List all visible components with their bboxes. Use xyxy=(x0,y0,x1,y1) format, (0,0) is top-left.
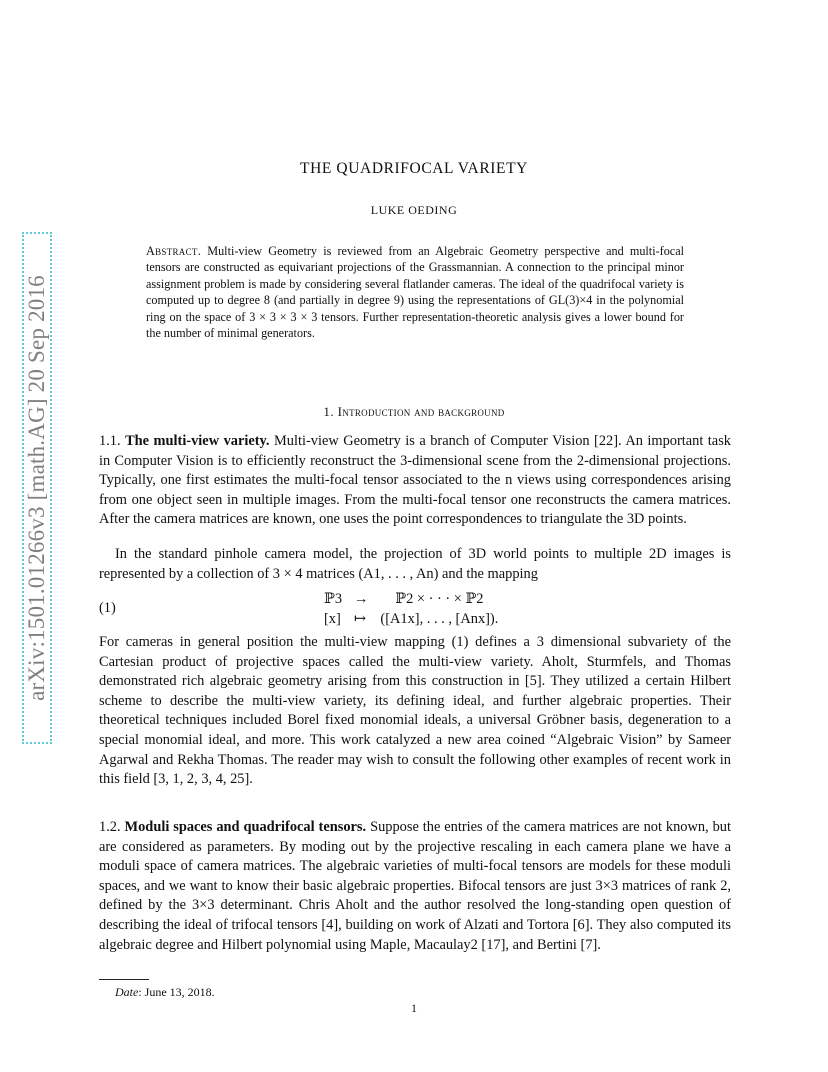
paper-author: LUKE OEDING xyxy=(370,203,458,217)
equation-number: (1) xyxy=(99,600,116,616)
paragraph-text: Multi-view Geometry is a branch of Computer Vision [22]. An important task in Computer Vision is to efficiently reconstruct the 3-dimensional scene from the 2-dimensional projections. Typically, one first estimates the multi-focal tensor associated to the n views using correspondences arising from one object seen in multiple images. From the multi-focal tensor one reconstructs the camera matrices. After the camera matrices are known, one uses the point correspondences to triangulate the 3D points. xyxy=(99,433,731,528)
abstract-text: Multi-view Geometry is reviewed from an Algebraic Geometry perspective and multi-focal tensors are constructed as equivariant projections of the Grassmannian. A connection to the principal minor assignment problem is made by considering several flatlander cameras. The ideal of the quadrifocal variety is computed up to degree 8 (and partially in degree 9) using the representations of GL(3)×4 in the polynomial ring on the space of 3 × 3 × 3 × 3 tensors. Further representation-theoretic analysis gives a lower bound for the number of minimal generators. xyxy=(146,244,684,341)
equation xyxy=(318,589,504,629)
footnote-rule xyxy=(99,979,149,980)
paragraph-text: Suppose the entries of the camera matrices are not known, but are considered as parameters. By moding out by the projective rescaling in each camera plane we have a moduli space of camera matrices. The algebraic varieties of multi-focal tensors are models for these moduli spaces, and we want to know their basic algebraic properties. Bifocal tensors are just 3×3 matrices of rank 2, defined by the 3×3 determinant. Chris Aholt and the author resolved the long-standing open question of describing the ideal of trifocal tensors [4], building on work of Alzati and Tortora [6]. They also computed its algebraic degree and Hilbert polynomial using Maple, Macaulay2 [17], and Bertini [7]. xyxy=(99,819,731,953)
page-number: 1 xyxy=(411,1001,417,1015)
section-heading xyxy=(0,404,828,420)
section-number: 1. xyxy=(323,404,334,419)
paragraph-1-2 xyxy=(99,818,731,955)
arxiv-stamp[interactable] xyxy=(22,232,52,744)
footnote: Date: June 13, 2018. xyxy=(115,985,215,999)
footnote-date: June 13, 2018. xyxy=(144,985,215,999)
subsection-heading: Moduli spaces and quadrifocal tensors. xyxy=(124,819,367,835)
abstract-label: Abstract. xyxy=(146,244,202,258)
paragraph-multiview: For cameras in general position the multi-view mapping (1) defines a 3 dimensional subvariety of the Cartesian product of projective spaces called the multi-view variety. Aholt, Sturmfels, and Thomas demonstrated rich algebraic geometry arising from this construction in [5]. They utilized a certain Hilbert scheme to describe the multi-view variety, its defining ideal, and further algebraic properties. Their theoretical techniques included Borel fixed monomial ideals, a universal Gröbner basis, degeneration to a special monomial ideal, and more. This work catalyzed a new area coined “Algebraic Vision” by Sameer Agarwal and Rekha Thomas. The reader may wish to consult the following other examples of recent work in this field [3, 1, 2, 3, 4, 25]. xyxy=(99,634,731,788)
eq-row1-right: ℙ2 × · · · × ℙ2 xyxy=(395,591,484,607)
paper-title: THE QUADRIFOCAL VARIETY xyxy=(300,160,528,177)
arxiv-stamp-text: arXiv:1501.01266v3 [math.AG] 20 Sep 2016 xyxy=(24,275,49,701)
eq-row2-arrow: ↦ xyxy=(354,611,367,627)
eq-row2-left: [x] xyxy=(324,611,341,627)
eq-row1-arrow: → xyxy=(354,591,369,607)
section-title: Introduction and background xyxy=(337,404,505,419)
paragraph-1-1 xyxy=(99,432,731,530)
eq-row1-left: ℙ3 xyxy=(324,591,343,607)
eq-row2-right: ([A1x], . . . , [Anx]). xyxy=(380,611,499,627)
paragraph-pinhole: In the standard pinhole camera model, the projection of 3D world points to multiple 2D images is represented by a collection of 3 × 4 matrices (A1, . . . , An) and the mapping xyxy=(99,546,731,582)
subsection-number: 1.2. xyxy=(99,819,121,835)
abstract xyxy=(146,243,684,341)
subsection-heading: The multi-view variety. xyxy=(125,433,270,449)
footnote-label: Date xyxy=(115,985,139,999)
subsection-number: 1.1. xyxy=(99,433,121,449)
